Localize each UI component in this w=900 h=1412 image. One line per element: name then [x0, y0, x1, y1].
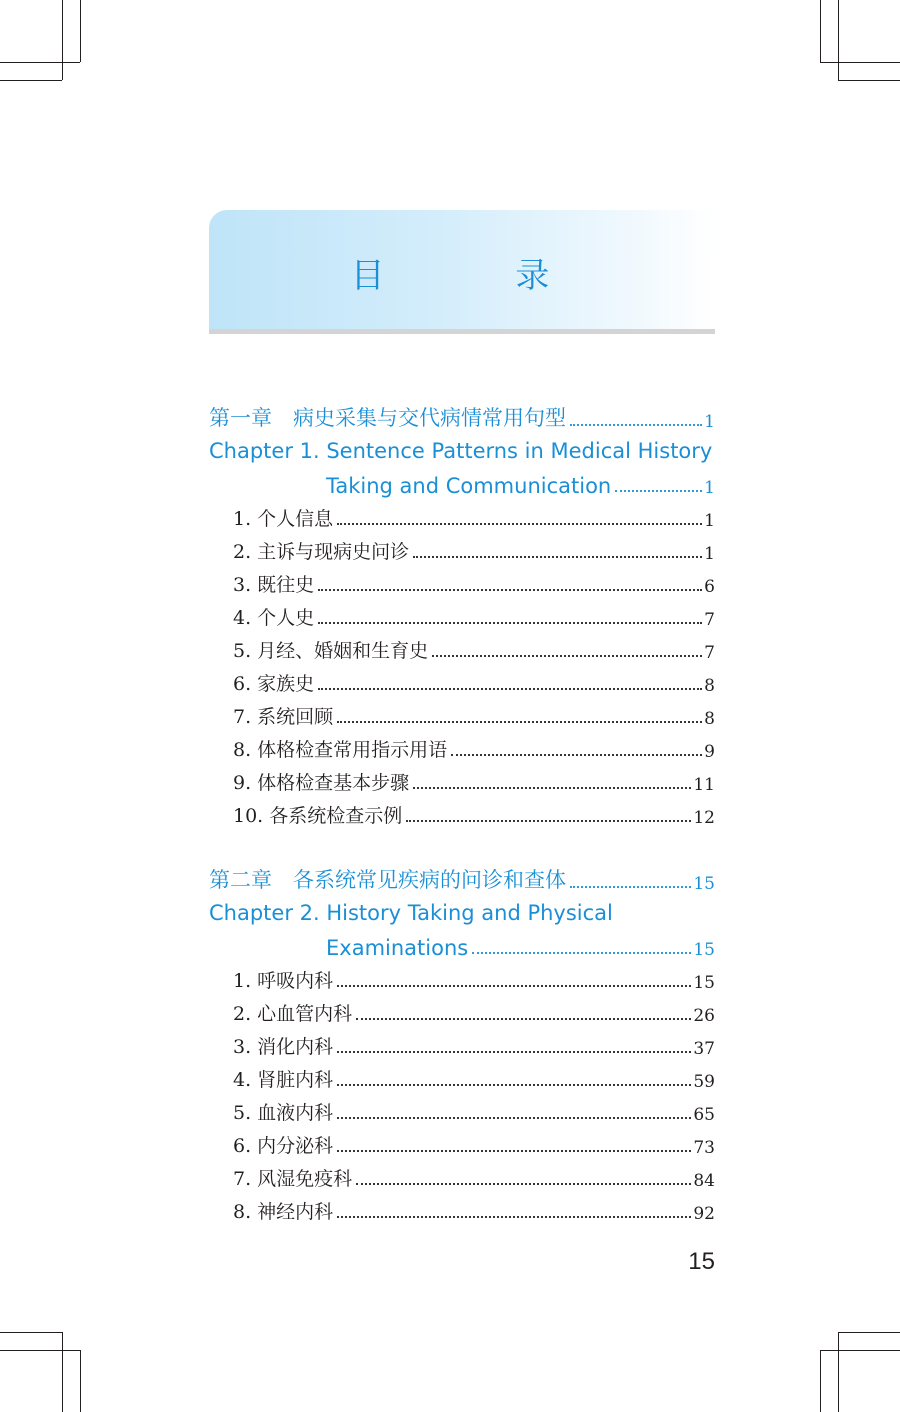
crop-mark: [820, 1350, 821, 1412]
table-of-contents: [209, 0, 715, 1412]
toc-entry-label: 7. 风湿免疫科: [233, 1168, 353, 1190]
toc-entry[interactable]: [209, 532, 715, 564]
toc-entry[interactable]: [209, 763, 715, 795]
toc-entry-label: 9. 体格检查基本步骤: [233, 772, 410, 794]
toc-entry-label: 2. 主诉与现病史问诊: [233, 541, 410, 563]
chapter-cn-title[interactable]: [209, 862, 715, 894]
crop-mark: [838, 0, 839, 80]
toc-entry-page: 8: [704, 709, 715, 729]
dot-leader: [432, 654, 702, 657]
dot-leader: [570, 885, 691, 888]
crop-mark: [62, 0, 63, 80]
crop-mark: [820, 1350, 900, 1351]
toc-entry-label: 8. 体格检查常用指示用语: [233, 739, 448, 761]
dot-leader: [413, 786, 691, 789]
chapter-en-subtitle[interactable]: [209, 466, 715, 498]
toc-entry[interactable]: [209, 961, 715, 993]
toc-entry[interactable]: [209, 796, 715, 828]
toc-entry-page: 9: [704, 742, 715, 762]
page-title: 目 录: [350, 256, 610, 296]
toc-entry[interactable]: [209, 598, 715, 630]
crop-mark: [62, 1332, 63, 1412]
toc-entry-page: 84: [693, 1171, 715, 1191]
dot-leader: [472, 951, 691, 954]
dot-leader: [570, 423, 702, 426]
chapter-cn-title-page: 1: [704, 412, 715, 432]
crop-mark: [0, 1350, 80, 1351]
dot-leader: [337, 720, 702, 723]
toc-entry-page: 1: [704, 544, 715, 564]
dot-leader: [337, 1050, 691, 1053]
toc-entry[interactable]: [209, 1192, 715, 1224]
toc-entry-label: 8. 神经内科: [233, 1201, 334, 1223]
toc-entry[interactable]: [209, 565, 715, 597]
dot-leader: [615, 489, 702, 492]
toc-entry-label: 1. 个人信息: [233, 508, 334, 530]
toc-entry-page: 12: [693, 808, 715, 828]
toc-entry[interactable]: [209, 1027, 715, 1059]
toc-entry-label: 4. 肾脏内科: [233, 1069, 334, 1091]
crop-mark: [80, 0, 81, 62]
crop-mark: [80, 1350, 81, 1412]
toc-entry[interactable]: [209, 631, 715, 663]
toc-entry[interactable]: [209, 1093, 715, 1125]
toc-entry-label: 2. 心血管内科: [233, 1003, 353, 1025]
toc-entry-page: 1: [704, 511, 715, 531]
toc-entry-label: 7. 系统回顾: [233, 706, 334, 728]
toc-entry-page: 73: [693, 1138, 715, 1158]
toc-entry[interactable]: [209, 1060, 715, 1092]
crop-mark: [838, 1332, 839, 1412]
chapter-cn-title-label: 第一章 病史采集与交代病情常用句型: [209, 406, 566, 430]
crop-mark: [820, 0, 821, 62]
dot-leader: [413, 555, 702, 558]
toc-entry[interactable]: [209, 730, 715, 762]
dot-leader: [318, 621, 702, 624]
toc-entry-page: 59: [693, 1072, 715, 1092]
dot-leader: [337, 1149, 691, 1152]
crop-mark: [838, 80, 900, 81]
toc-entry-label: 5. 血液内科: [233, 1102, 334, 1124]
toc-entry-label: 6. 内分泌科: [233, 1135, 334, 1157]
chapter-en-subtitle-page: 1: [704, 478, 715, 498]
crop-mark: [0, 62, 80, 63]
dot-leader: [337, 522, 702, 525]
toc-entry-page: 7: [704, 610, 715, 630]
toc-entry[interactable]: [209, 664, 715, 696]
crop-mark: [0, 80, 62, 81]
toc-entry-label: 6. 家族史: [233, 673, 315, 695]
chapter-en-subtitle-page: 15: [693, 940, 715, 960]
chapter-en-subtitle-label: Examinations: [326, 936, 469, 960]
toc-entry[interactable]: [209, 994, 715, 1026]
dot-leader: [337, 1083, 691, 1086]
toc-entry[interactable]: [209, 697, 715, 729]
toc-entry-label: 5. 月经、婚姻和生育史: [233, 640, 429, 662]
toc-entry[interactable]: [209, 1159, 715, 1191]
dot-leader: [406, 819, 691, 822]
crop-mark: [820, 62, 900, 63]
toc-entry-page: 37: [693, 1039, 715, 1059]
chapter-en-title[interactable]: Chapter 1. Sentence Patterns in Medical History: [209, 439, 713, 463]
toc-entry-page: 26: [693, 1006, 715, 1026]
crop-mark: [0, 1332, 62, 1333]
toc-entry-page: 15: [693, 973, 715, 993]
page-number: 15: [688, 1248, 715, 1275]
toc-entry-label: 4. 个人史: [233, 607, 315, 629]
dot-leader: [318, 588, 702, 591]
dot-leader: [337, 1116, 691, 1119]
chapter-en-title[interactable]: Chapter 2. History Taking and Physical: [209, 901, 613, 925]
dot-leader: [337, 1215, 691, 1218]
dot-leader: [356, 1182, 691, 1185]
toc-entry-label: 3. 消化内科: [233, 1036, 334, 1058]
dot-leader: [356, 1017, 691, 1020]
dot-leader: [337, 984, 691, 987]
toc-entry-page: 8: [704, 676, 715, 696]
dot-leader: [318, 687, 702, 690]
chapter-cn-title[interactable]: [209, 400, 715, 432]
chapter-cn-title-label: 第二章 各系统常见疾病的问诊和查体: [209, 868, 566, 892]
toc-entry-page: 65: [693, 1105, 715, 1125]
crop-mark: [838, 1332, 900, 1333]
toc-entry[interactable]: [209, 1126, 715, 1158]
toc-entry[interactable]: [209, 499, 715, 531]
toc-entry-page: 6: [704, 577, 715, 597]
chapter-cn-title-page: 15: [693, 874, 715, 894]
toc-entry-page: 92: [693, 1204, 715, 1224]
toc-entry-label: 10. 各系统检查示例: [233, 805, 403, 827]
toc-entry-label: 1. 呼吸内科: [233, 970, 334, 992]
dot-leader: [451, 753, 702, 756]
chapter-en-subtitle[interactable]: [209, 928, 715, 960]
chapter-en-subtitle-label: Taking and Communication: [326, 474, 612, 498]
toc-entry-page: 7: [704, 643, 715, 663]
toc-entry-label: 3. 既往史: [233, 574, 315, 596]
toc-entry-page: 11: [693, 775, 715, 795]
